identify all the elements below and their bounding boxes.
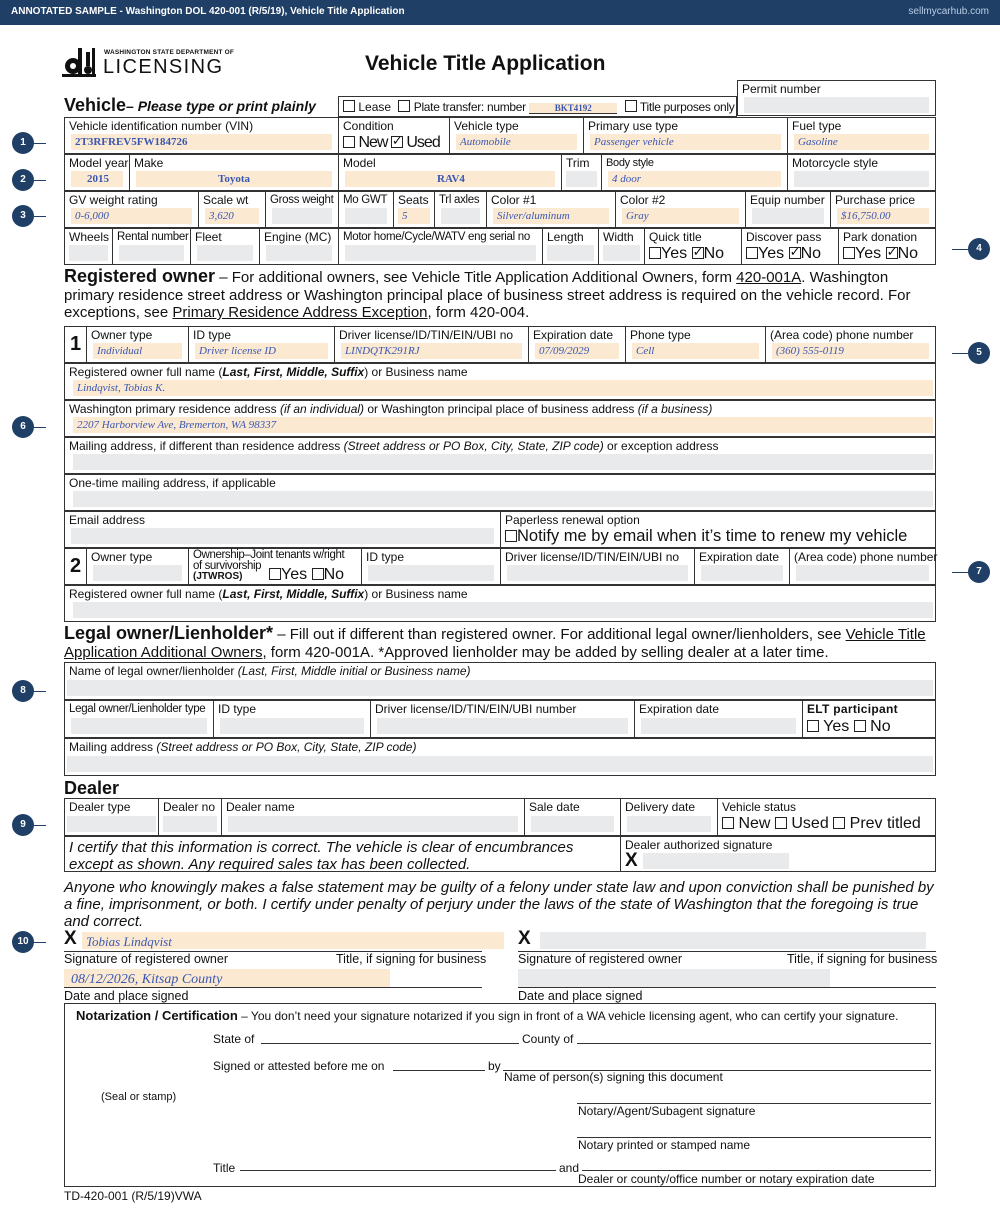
notary-signature-label: Notary/Agent/Subagent signature	[578, 1104, 756, 1118]
trim-field[interactable]: Trim	[562, 155, 602, 190]
owner1-mailing-address-field[interactable]: Mailing address, if different than residence address (Street address or PO Box, City, State, ZIP code) or exception address	[64, 437, 936, 474]
legal-owner-intro: Legal owner/Lienholder* – Fill out if different than registered owner. For additional legal owner/lienholders, see Vehicle Title Application Additional Owners, form 420-001A. *Approved lienholder may be added by selling dealer at a later time.	[64, 623, 926, 661]
phone-number-field[interactable]: (Area code) phone number (360) 555-0119	[766, 327, 935, 362]
discover-pass-field: Discover pass Yes ✓ No	[742, 229, 839, 264]
vehicle-heading: Vehicle– Please type or print plainly	[64, 95, 316, 115]
legal-id-type-field[interactable]: ID type	[214, 701, 371, 737]
registered-owner-intro: Registered owner – For additional owners, see Vehicle Title Application Additional Owners, form 420-001A. Washington primary residence street address or Washington principal place of business street address is required on the vehicle record. For exceptions, see Primary Residence Address Exception, form 420-004.	[64, 266, 911, 321]
model-field[interactable]: Model RAV4	[339, 155, 562, 190]
elt-yes-checkbox[interactable]	[807, 720, 819, 732]
annotation-badge-10: 10	[12, 931, 34, 953]
signer-name-label: Name of person(s) signing this document	[504, 1070, 723, 1084]
paperless-checkbox[interactable]	[505, 530, 517, 542]
owner2-signature-field[interactable]: X	[518, 928, 936, 952]
vin-value: 2T3RFREV5FW184726	[75, 136, 188, 148]
make-field[interactable]: Make Toyota	[130, 155, 339, 190]
notary-title-line[interactable]	[240, 1159, 556, 1171]
registered-owner-heading: Registered owner	[64, 266, 216, 286]
paperless-option: Paperless renewal option Notify me by email when it’s time to renew my vehicle	[505, 513, 908, 545]
owner2-phone-field[interactable]: (Area code) phone number	[790, 549, 935, 584]
vehicle-status-field: Vehicle status New Used Prev titled	[722, 800, 921, 832]
title-purposes-checkbox[interactable]	[625, 100, 637, 112]
title-purposes-label: Title purposes only	[639, 100, 735, 114]
purchase-price-field[interactable]: Purchase price $16,750.00	[831, 192, 935, 227]
legal-mailing-address-field[interactable]: Mailing address (Street address or PO Box, City, State, ZIP code)	[64, 738, 936, 776]
logo-top-text: WASHINGTON STATE DEPARTMENT OF	[104, 49, 235, 56]
annotation-badge-6: 6	[12, 416, 34, 438]
owner2-dl-field[interactable]: Driver license/ID/TIN/EIN/UBI no	[501, 549, 695, 584]
owner2-jtwros-field: Ownership–Joint tenants w/right of survivorship (JTWROS) Yes No	[189, 549, 362, 584]
trailer-axles-field[interactable]: Trl axles	[435, 192, 487, 227]
banner-site-link[interactable]: sellmycarhub.com	[908, 6, 989, 17]
legal-owner-row	[64, 700, 936, 738]
park-donation-no-checkbox[interactable]	[886, 247, 898, 259]
seats-field[interactable]: Seats 5	[394, 192, 435, 227]
annotation-badge-7: 7	[968, 561, 990, 583]
dealer-number-field[interactable]: Dealer no	[159, 799, 222, 835]
delivery-date-field[interactable]: Delivery date	[621, 799, 718, 835]
owner1-name-value: Lindqvist, Tobias K.	[77, 382, 166, 394]
state-of-line[interactable]	[261, 1032, 519, 1044]
owner1-residence-address-field[interactable]: Washington primary residence address (if an individual) or Washington principal place of business address (if a business) 2207 Harborview Ave, Bremerton, WA 98337	[64, 400, 936, 437]
dealer-number-line[interactable]	[582, 1159, 931, 1171]
perjury-statement: Anyone who knowingly makes a false statement may be guilty of a felony under state law and upon conviction shall be punished by a fine, imprisonment, or both. I certify under penalty of perjury under the laws of the state of Washington that the foregoing is true and correct.	[64, 879, 934, 930]
fuel-type-field[interactable]: Fuel type Gasoline	[788, 118, 935, 153]
equip-number-field[interactable]: Equip number	[746, 192, 831, 227]
dealer-name-field[interactable]: Dealer name	[222, 799, 525, 835]
status-prev-titled-checkbox[interactable]	[833, 817, 845, 829]
dealer-type-field[interactable]: Dealer type	[65, 799, 159, 835]
legal-expiration-field[interactable]: Expiration date	[635, 701, 803, 737]
notary-name-line[interactable]	[577, 1126, 931, 1138]
wheels-field[interactable]: Wheels	[65, 229, 113, 264]
owner2-signature-label: Signature of registered owner	[518, 952, 682, 966]
signature-value: Tobias Lindqvist	[86, 934, 172, 949]
scale-weight-field[interactable]: Scale wt 3,620	[199, 192, 266, 227]
owner1-name-field[interactable]: Registered owner full name (Last, First, Middle, Suffix) or Business name Lindqvist, Tobias K.	[64, 363, 936, 400]
notarization-box: Notarization / Certification – You don’t need your signature notarized if you sign in front of a WA vehicle licensing agent, who can certify your signature. State of County of Signed or attested before me on by Name of person(s) signing this document (Seal or stamp) Notary/Agent/Subagent signature Notary printed or stamped name Title and Dealer or county/office number or notary expiration date	[64, 1003, 936, 1187]
owner1-address-value: 2207 Harborview Ave, Bremerton, WA 98337	[77, 419, 277, 431]
primary-use-field[interactable]: Primary use type Passenger vehicle	[584, 118, 788, 153]
park-donation-yes-checkbox[interactable]	[843, 247, 855, 259]
plate-transfer-checkbox[interactable]	[398, 100, 410, 112]
notary-title-label: Title	[213, 1161, 236, 1175]
discover-pass-yes-checkbox[interactable]	[746, 247, 758, 259]
logo-bottom-text: LICENSING	[103, 56, 224, 78]
seal-label: (Seal or stamp)	[101, 1091, 177, 1103]
vehicle-type-field[interactable]: Vehicle type Automobile	[450, 118, 584, 153]
owner-type-field[interactable]: Owner type Individual	[87, 327, 189, 362]
transfer-options	[338, 96, 737, 117]
dealer-number-label: Dealer or county/office number or notary expiration date	[578, 1172, 875, 1186]
annotation-badge-1: 1	[12, 132, 34, 154]
and-label: and	[559, 1161, 580, 1175]
condition-new-checkbox[interactable]	[343, 136, 355, 148]
owner2-name-field[interactable]: Registered owner full name (Last, First, Middle, Suffix) or Business name	[64, 585, 936, 622]
lease-label: Lease	[358, 100, 392, 114]
dealer-signature-field[interactable]: Dealer authorized signature X	[621, 837, 935, 871]
owner2-number: 2	[65, 549, 87, 584]
owner1-onetime-address-field[interactable]: One-time mailing address, if applicable	[64, 474, 936, 511]
engine-field[interactable]: Engine (MC)	[260, 229, 339, 264]
notary-signature-line[interactable]	[577, 1092, 931, 1104]
jtwros-yes-checkbox[interactable]	[269, 568, 281, 580]
vehicle-row-1	[64, 117, 936, 154]
motorcycle-style-field[interactable]: Motorcycle style	[788, 155, 935, 190]
vehicle-row-3	[64, 191, 936, 228]
discover-pass-no-checkbox[interactable]	[789, 247, 801, 259]
dealer-heading: Dealer	[64, 778, 120, 798]
legal-owner-heading: Legal owner/Lienholder*	[64, 623, 274, 643]
rental-number-field[interactable]: Rental number	[113, 229, 191, 264]
annotation-badge-9: 9	[12, 814, 34, 836]
annotation-badge-3: 3	[12, 205, 34, 227]
form-title: Vehicle Title Application	[365, 52, 606, 75]
vehicle-row-2	[64, 154, 936, 191]
length-field[interactable]: Length	[543, 229, 599, 264]
county-of-label: County of	[522, 1032, 574, 1046]
form-420-001a-link[interactable]: 420-001A	[736, 269, 802, 286]
date-place-label: Date and place signed	[64, 989, 189, 1003]
mo-gwt-field[interactable]: Mo GWT	[339, 192, 394, 227]
quick-title-yes-checkbox[interactable]	[649, 247, 661, 259]
signature-label: Signature of registered owner	[64, 952, 228, 966]
owner2-date-place-field[interactable]	[518, 968, 936, 988]
permit-number-field[interactable]	[737, 80, 936, 116]
by-label: by	[488, 1059, 501, 1073]
vehicle-row-4	[64, 228, 936, 265]
email-field[interactable]: Email address	[65, 512, 501, 547]
id-type-field[interactable]: ID type Driver license ID	[189, 327, 335, 362]
vin-field[interactable]: Vehicle identification number (VIN) 2T3RFREV5FW184726	[65, 118, 339, 153]
park-donation-field: Park donation Yes ✓ No	[839, 229, 935, 264]
lease-checkbox[interactable]	[343, 100, 355, 112]
expiration-date-field[interactable]: Expiration date 07/09/2029	[529, 327, 626, 362]
date-place-value: 08/12/2026, Kitsap County	[71, 972, 223, 987]
additional-owners-link[interactable]: Vehicle Title Application Additional Owners	[64, 626, 926, 661]
owner2-title-label: Title, if signing for business	[787, 952, 938, 966]
lienholder-type-field[interactable]: Legal owner/Lienholder type	[65, 701, 214, 737]
legal-owner-name-field[interactable]: Name of legal owner/lienholder (Last, First, Middle initial or Business name)	[64, 662, 936, 700]
plate-transfer-label: Plate transfer: number	[413, 100, 526, 114]
dol-logo	[62, 44, 242, 78]
signature-title-label: Title, if signing for business	[336, 952, 487, 966]
body-style-field[interactable]: Body style 4 door	[602, 155, 788, 190]
dl-number-field[interactable]: Driver license/ID/TIN/EIN/UBI no LINDQTK291RJ	[335, 327, 529, 362]
licensing-logo-icon	[62, 44, 102, 78]
owner1-number: 1	[65, 327, 87, 362]
address-exception-link[interactable]: Primary Residence Address Exception	[172, 304, 428, 321]
legal-dl-field[interactable]: Driver license/ID/TIN/EIN/UBI number	[371, 701, 635, 737]
elt-participant-field: ELT participant Yes No	[807, 702, 898, 735]
dealer-certify-row	[64, 836, 936, 872]
banner-title: ANNOTATED SAMPLE - Washington DOL 420-001 (R/5/19), Vehicle Title Application	[11, 6, 405, 17]
jtwros-no-checkbox[interactable]	[312, 568, 324, 580]
owner2-row	[64, 548, 936, 585]
color1-field[interactable]: Color #1 Silver/aluminum	[487, 192, 616, 227]
model-year-field[interactable]: Model year 2015	[65, 155, 130, 190]
quick-title-no-checkbox[interactable]	[692, 247, 704, 259]
status-new-checkbox[interactable]	[722, 817, 734, 829]
notary-heading: Notarization / Certification	[76, 1008, 238, 1023]
annotation-badge-5: 5	[968, 342, 990, 364]
dealer-certification-text: I certify that this information is correct. The vehicle is clear of encumbrances except as shown. Any required sales tax has been collected.	[65, 837, 621, 871]
fleet-field[interactable]: Fleet	[191, 229, 260, 264]
condition-used-checkbox[interactable]	[391, 136, 403, 148]
signed-date-line[interactable]	[393, 1059, 485, 1071]
sale-date-field[interactable]: Sale date	[525, 799, 621, 835]
notary-name-label: Notary printed or stamped name	[578, 1138, 751, 1152]
permit-label: Permit number	[742, 82, 821, 96]
dealer-row	[64, 798, 936, 836]
gv-weight-field[interactable]: GV weight rating 0-6,000	[65, 192, 199, 227]
permit-input[interactable]	[744, 97, 929, 113]
state-of-label: State of	[213, 1032, 255, 1046]
date-place-field[interactable]	[64, 968, 482, 988]
annotation-badge-2: 2	[12, 169, 34, 191]
owner2-id-type-field[interactable]: ID type	[362, 549, 501, 584]
quick-title-field: Quick title Yes ✓ No	[645, 229, 742, 264]
color2-field[interactable]: Color #2 Gray	[616, 192, 746, 227]
condition-field: Condition New ✓ Used	[339, 118, 450, 153]
plate-number-value[interactable]: BKT4192	[529, 103, 617, 114]
status-used-checkbox[interactable]	[775, 817, 787, 829]
width-field[interactable]: Width	[599, 229, 645, 264]
form-footer-code: TD-420-001 (R/5/19)VWA	[64, 1189, 202, 1203]
annotation-badge-8: 8	[12, 680, 34, 702]
owner2-expiration-field[interactable]: Expiration date	[695, 549, 790, 584]
phone-type-field[interactable]: Phone type Cell	[626, 327, 766, 362]
elt-no-checkbox[interactable]	[854, 720, 866, 732]
owner1-email-row	[64, 511, 936, 548]
signed-before-label: Signed or attested before me on	[213, 1059, 385, 1073]
owner2-date-place-label: Date and place signed	[518, 989, 643, 1003]
county-of-line[interactable]	[577, 1032, 931, 1044]
owner-signature-field[interactable]: X Tobias Lindqvist	[64, 928, 482, 952]
top-banner	[0, 0, 1000, 25]
motorhome-serial-field[interactable]: Motor home/Cycle/WATV eng serial no	[339, 229, 543, 264]
owner2-type-field[interactable]: Owner type	[87, 549, 189, 584]
owner1-row-1	[64, 326, 936, 363]
gross-weight-field[interactable]: Gross weight	[266, 192, 339, 227]
annotation-badge-4: 4	[968, 238, 990, 260]
